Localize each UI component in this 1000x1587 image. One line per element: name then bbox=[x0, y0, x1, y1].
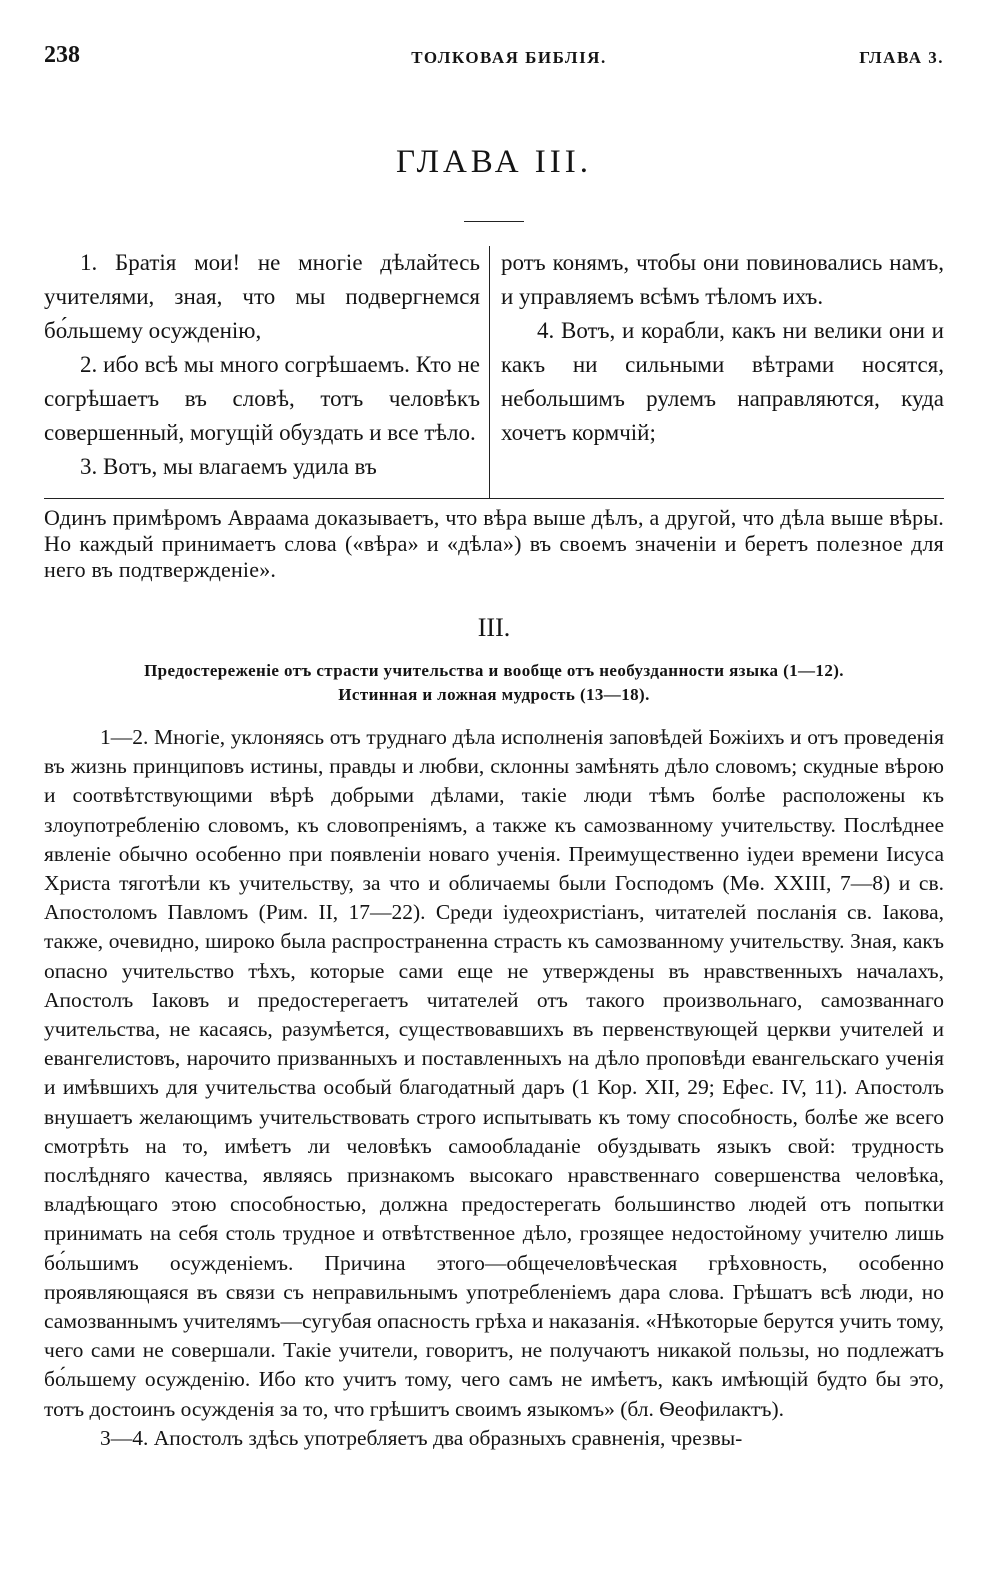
commentary-paragraph-3-4: 3—4. Апостолъ здѣсь употребляетъ два образныхъ сравненія, чрезвы- bbox=[100, 1425, 743, 1450]
verses-left-column bbox=[44, 246, 480, 484]
verses-right-column bbox=[501, 246, 944, 450]
patristic-note: Одинъ примѣромъ Авраама доказываетъ, что вѣра выше дѣлъ, а другой, что дѣла выше вѣры. Но каждый принимаетъ слова («вѣра» и «дѣла») въ своемъ значеніи и беретъ полезное для него въ подтвержденіе». bbox=[44, 505, 944, 582]
section-summary bbox=[44, 659, 944, 707]
verse-3-end: ротъ конямъ, чтобы они повиновались намъ, и управляемъ всѣмъ тѣломъ ихъ. bbox=[501, 250, 944, 309]
chapter-heading: ГЛАВА III. bbox=[395, 144, 593, 180]
heading-rule bbox=[464, 221, 524, 222]
verse-4: 4. Вотъ, и корабли, какъ ни велики они и какъ ни сильными вѣтрами носятся, небольшимъ рулемъ направляются, куда хочетъ кормчій; bbox=[501, 318, 944, 445]
verse-3-start: 3. Вотъ, мы влагаемъ удила въ bbox=[80, 454, 377, 479]
running-title: ТОЛКОВАЯ БИБЛІЯ. bbox=[411, 48, 607, 67]
page-number: 238 bbox=[44, 42, 80, 68]
section-summary-line-2: Истинная и ложная мудрость (13—18). bbox=[338, 685, 650, 704]
commentary bbox=[44, 723, 944, 1453]
section-number: III. bbox=[477, 613, 511, 642]
running-head bbox=[44, 38, 944, 82]
book-page bbox=[44, 38, 944, 1453]
scripture-verses bbox=[44, 246, 944, 498]
running-chapter: ГЛАВА 3. bbox=[859, 48, 944, 67]
section-summary-line-1: Предостереженіе отъ страсти учительства и вообще отъ необузданности языка (1—12). bbox=[144, 661, 844, 680]
verses-bottom-rule bbox=[44, 498, 944, 499]
column-divider bbox=[489, 246, 490, 498]
commentary-paragraph-1-2: 1—2. Многіе, уклоняясь отъ труднаго дѣла исполненія заповѣдей Божіихъ и отъ проведенія въ жизнь принциповъ истины, правды и любви, склонны замѣнять дѣло словомъ; скудные вѣрою и соотвѣтствующими вѣрѣ добрыми дѣлами, такіе люди тѣмъ болѣе расположены къ злоупотребленію словомъ, къ словопреніямъ, а также къ самозванному учительству. Послѣднее явленіе обычно особенно при появленіи новаго ученія. Преимущественно іудеи времени Іисуса Христа тяготѣли къ учительству, за что и обличаемы были Господомъ (Мѳ. XXIII, 7—8) и св. Апостоломъ Павломъ (Рим. II, 17—22). Среди іудеохристіанъ, читателей посланія св. Іакова, также, очевидно, широко была распространенна страсть къ самозванному учительству. Зная, какъ опасно учительство тѣхъ, которые сами еще не утверждены въ нравственныхъ началахъ, Апостолъ Іаковъ и предостерегаетъ читателей отъ такого произвольнаго, самозваннаго учительства, не касаясь, разумѣется, существовавшихъ въ первенствующей церкви учителей и евангелистовъ, нарочито призванныхъ и поставленныхъ на дѣло проповѣди евангельскаго ученія и имѣвшихъ для учительства особый благодатный даръ (1 Кор. XII, 29; Ефес. IV, 11). Апостолъ внушаетъ желающимъ учительствовать строго испытывать къ тому способность, болѣе же всего смотрѣть на то, имѣетъ ли человѣкъ самообладаніе обуздывать языкъ свой: трудность послѣдняго качества, являясь признакомъ высокаго нравственнаго совершенства человѣка, владѣющаго этою способностью, должна предостерегать большинство людей отъ попытки принимать на себя столь трудное и отвѣтственное дѣло, грозящее недостойному учителю лишь бо́льшимъ осужденіемъ. Причина этого—общечеловѣческая грѣховность, особенно проявляющаяся въ связи съ неправильнымъ употребленіемъ дара слова. Грѣшатъ всѣ люди, но самозваннымъ учителямъ—сугубая опасность грѣха и наказанія. «Нѣкоторые берутся учить тому, чего сами не совершали. Такіе учители, говоритъ, не получаютъ никакой пользы, но подлежатъ бо́льшему осужденію. Ибо кто учитъ тому, чего самъ не имѣетъ, какъ имѣющій будто бы это, тотъ достоинъ осужденія за то, что грѣшитъ своимъ языкомъ» (бл. Ѳеофилактъ). bbox=[44, 725, 944, 1421]
verse-1: 1. Братія мои! не многіе дѣлайтесь учителями, зная, что мы подвергнемся бо́льшему осужденію, bbox=[44, 250, 480, 343]
verse-2: 2. ибо всѣ мы много согрѣшаемъ. Кто не согрѣшаетъ въ словѣ, тотъ человѣкъ совершенный, могущій обуздать и все тѣло. bbox=[44, 352, 480, 445]
